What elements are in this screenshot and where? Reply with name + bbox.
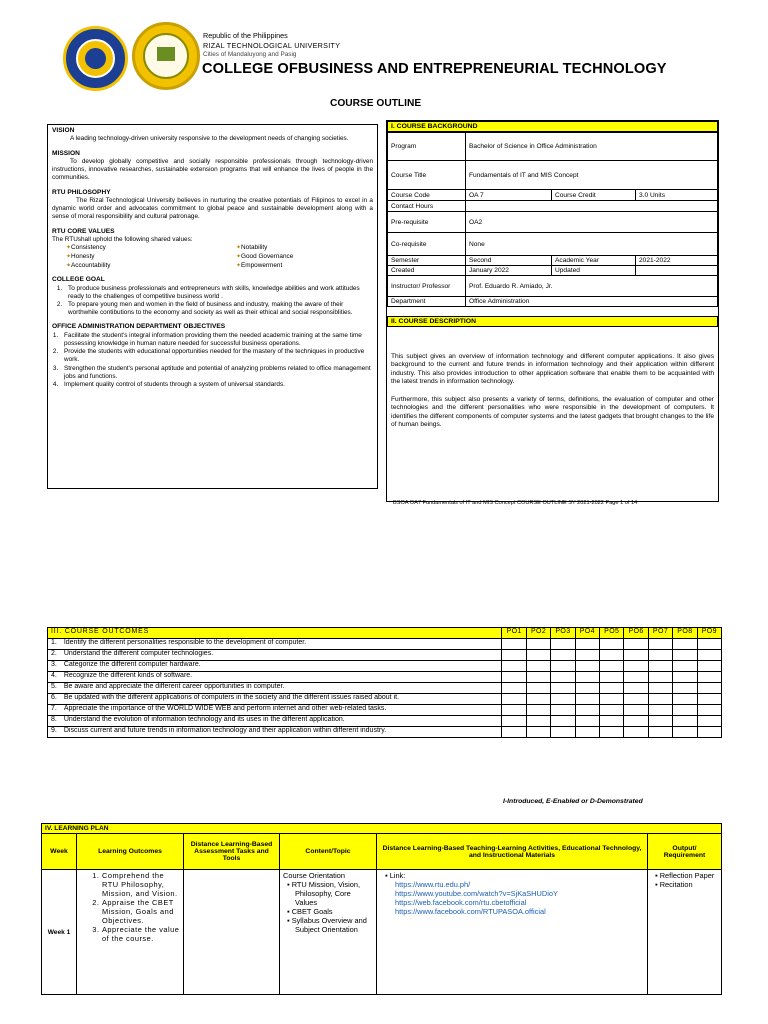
label: Academic Year xyxy=(552,256,636,266)
po-cell xyxy=(502,661,526,672)
po-cell xyxy=(600,672,624,683)
po-cell xyxy=(600,705,624,716)
outcome-row xyxy=(48,716,722,727)
po-cell xyxy=(697,694,721,705)
po-cell xyxy=(502,694,526,705)
po-cell xyxy=(648,661,672,672)
vision-text: A leading technology-driven university responsive to the development needs of changing societies. xyxy=(70,135,349,143)
list-item: 1. To produce business professionals and entrepreneurs with skills, knowledge abilities and work attitudes ready to the challenges of competitive business world . xyxy=(64,285,373,301)
po-cell xyxy=(526,672,550,683)
value: None xyxy=(466,233,718,256)
course-background-heading: I. COURSE BACKGROUND xyxy=(387,121,718,132)
outcome-number: 8. xyxy=(48,716,61,727)
resource-link[interactable]: https://www.rtu.edu.ph/ xyxy=(395,880,471,889)
po-cell xyxy=(575,661,599,672)
label: Course Code xyxy=(388,190,466,201)
po-cell xyxy=(600,639,624,650)
po-cell xyxy=(600,650,624,661)
po-cell xyxy=(502,650,526,661)
value: 2021-2022 xyxy=(636,256,718,266)
po-cell xyxy=(551,705,575,716)
po-cell xyxy=(551,661,575,672)
column-header: Output/ Requirement xyxy=(648,834,722,870)
course-outcomes-heading: III. COURSE OUTCOMES xyxy=(48,628,502,639)
po-cell xyxy=(624,705,648,716)
core-value: ✦ Honesty xyxy=(66,253,236,262)
po-cell xyxy=(624,727,648,738)
po-cell xyxy=(551,727,575,738)
po-cell xyxy=(697,683,721,694)
po-cell xyxy=(502,705,526,716)
list-item: ▪ RTU Mission, Vision, Philosophy, Core Values xyxy=(287,880,361,907)
po-cell xyxy=(575,716,599,727)
outcome-text: Recognize the different kinds of software. xyxy=(61,672,502,683)
po-cell xyxy=(551,683,575,694)
outcome-row xyxy=(48,727,722,738)
resource-link[interactable]: https://www.facebook.com/RTUPASOA.official xyxy=(395,907,546,916)
list-item: 3. Appreciate the value of the course. xyxy=(102,925,180,943)
outcome-number: 9. xyxy=(48,727,61,738)
po-cell xyxy=(624,716,648,727)
po-cell xyxy=(624,672,648,683)
po-cell xyxy=(624,650,648,661)
po-cell xyxy=(624,694,648,705)
value: Second xyxy=(466,256,552,266)
po-cell xyxy=(575,694,599,705)
po-cell xyxy=(575,639,599,650)
outcome-number: 6. xyxy=(48,694,61,705)
link-label: ▪ Link: xyxy=(385,871,406,880)
list-item: ▪ Syllabus Overview and Subject Orientation xyxy=(287,916,367,934)
week-cell: Week 1 xyxy=(42,870,77,995)
po-cell xyxy=(575,727,599,738)
po-cell xyxy=(600,716,624,727)
outcome-row xyxy=(48,650,722,661)
cbet-seal-logo xyxy=(132,22,200,90)
label: Instructor/ Professor xyxy=(388,276,466,297)
po-cell xyxy=(551,639,575,650)
mission-text: To develop globally competitive and socially responsible professionals through technology-driven instructions, innovative researches, sustainable extension programs that will enhance the lives of people in the communities. xyxy=(52,158,373,182)
po-cell xyxy=(673,650,697,661)
value: Prof. Eduardo R. Amiado, Jr. xyxy=(466,276,718,297)
po-cell xyxy=(600,661,624,672)
label: Contact Hours xyxy=(388,201,466,212)
outcome-row xyxy=(48,694,722,705)
outcome-number: 7. xyxy=(48,705,61,716)
outcome-text: Categorize the different computer hardware. xyxy=(61,661,502,672)
po-header: PO3 xyxy=(551,628,575,639)
column-header: Learning Outcomes xyxy=(77,834,184,870)
po-cell xyxy=(600,727,624,738)
core-values-heading: RTU CORE VALUES xyxy=(52,227,115,235)
outcome-row xyxy=(48,639,722,650)
page-footer-note: BSOA OA7 Fundamentals of IT and MIS Concept COURSE OUTLINE SY 2021-2022 Page 1 of 14 xyxy=(393,500,638,506)
po-cell xyxy=(673,672,697,683)
po-cell xyxy=(526,705,550,716)
outcome-row xyxy=(48,705,722,716)
po-cell xyxy=(648,672,672,683)
output-cell xyxy=(648,870,722,995)
outcome-text: Identify the different personalities responsible to the development of computer. xyxy=(61,639,502,650)
label: Updated xyxy=(552,266,636,276)
po-cell xyxy=(575,705,599,716)
list-item: 4. Implement quality control of students through a system of universal standards. xyxy=(60,381,373,389)
po-cell xyxy=(526,727,550,738)
value: January 2022 xyxy=(466,266,552,276)
course-outcomes-table xyxy=(47,627,722,738)
po-cell xyxy=(697,661,721,672)
po-cell xyxy=(648,683,672,694)
label: Course Title xyxy=(388,161,466,190)
po-cell xyxy=(526,683,550,694)
label: Semester xyxy=(388,256,466,266)
page-title: COURSE OUTLINE xyxy=(330,98,422,109)
resource-link[interactable]: https://web.facebook.com/rtu.cbetofficial xyxy=(395,898,527,907)
po-cell xyxy=(526,639,550,650)
course-background-table xyxy=(387,132,718,307)
po-cell xyxy=(648,694,672,705)
po-cell xyxy=(575,672,599,683)
label: Program xyxy=(388,133,466,161)
course-description-heading: II. COURSE DESCRIPTION xyxy=(387,316,718,327)
po-header: PO1 xyxy=(502,628,526,639)
po-cell xyxy=(600,683,624,694)
po-header: PO2 xyxy=(526,628,550,639)
po-header: PO7 xyxy=(648,628,672,639)
dept-objectives-heading: OFFICE ADMINISTRATION DEPARTMENT OBJECTIVES xyxy=(52,323,226,331)
outcome-text: Appreciate the importance of the WORLD WIDE WEB and perform internet and other web-related tasks. xyxy=(61,705,502,716)
label: Pre-requisite xyxy=(388,212,466,233)
learning-plan-table xyxy=(41,823,722,995)
core-value: ✦ Good Governance xyxy=(236,253,376,262)
po-cell xyxy=(648,705,672,716)
core-values-intro: The RTUshall uphold the following shared values: xyxy=(52,236,193,244)
po-cell xyxy=(575,683,599,694)
column-header: Content/Topic xyxy=(280,834,377,870)
cities-line: Cities of Mandaluyong and Pasig xyxy=(203,51,297,58)
list-item: 2. Provide the students with educational opportunities needed for the mastery of the techniques in productive work. xyxy=(60,348,373,364)
value: OA 7 xyxy=(466,190,552,201)
philosophy-heading: RTU PHILOSOPHY xyxy=(52,188,111,196)
column-header: Distance Learning-Based Teaching-Learning Activities, Educational Technology, and Instructional Materials xyxy=(377,834,648,870)
po-cell xyxy=(575,650,599,661)
po-cell xyxy=(526,694,550,705)
po-cell xyxy=(600,694,624,705)
po-cell xyxy=(648,727,672,738)
outcome-row xyxy=(48,672,722,683)
label: Course Credit xyxy=(552,190,636,201)
rtu-seal-logo xyxy=(63,26,128,91)
outcome-text: Be updated with the different applications of computers in the society and the different issues raised about it. xyxy=(61,694,502,705)
label: Co-requisite xyxy=(388,233,466,256)
po-cell xyxy=(551,672,575,683)
value: Fundamentals of IT and MIS Concept xyxy=(466,161,718,190)
po-header: PO4 xyxy=(575,628,599,639)
core-value: ✦ Empowerment xyxy=(236,262,376,271)
outcomes-legend: I-Introduced, E-Enabled or D-Demonstrated xyxy=(503,798,643,805)
description-paragraph: This subject gives an overview of information technology and different computer applications. It also gives background to the current and future trends in information technology and their application within different industry. This also provides introduction to other application software that enable them to be acquainted with the latest trends in information technology. xyxy=(391,353,714,386)
value: Office Administration xyxy=(466,297,718,307)
po-cell xyxy=(648,650,672,661)
po-cell xyxy=(624,639,648,650)
course-background-box xyxy=(386,120,719,502)
column-header: Week xyxy=(42,834,77,870)
core-values-list xyxy=(52,244,373,270)
po-cell xyxy=(697,716,721,727)
outcome-row xyxy=(48,661,722,672)
outcome-number: 3. xyxy=(48,661,61,672)
college-goal-heading: COLLEGE GOAL xyxy=(52,276,105,284)
outcome-row xyxy=(48,683,722,694)
po-cell xyxy=(502,672,526,683)
university-name: RIZAL TECHNOLOGICAL UNIVERSITY xyxy=(203,41,341,50)
po-cell xyxy=(673,705,697,716)
outcome-number: 5. xyxy=(48,683,61,694)
po-header: PO6 xyxy=(624,628,648,639)
college-goal-list xyxy=(52,285,373,318)
po-cell xyxy=(673,694,697,705)
value: Bachelor of Science in Office Administration xyxy=(466,133,718,161)
dept-objectives-list xyxy=(52,332,373,389)
po-cell xyxy=(648,639,672,650)
learning-plan-heading: IV. LEARNING PLAN xyxy=(42,824,722,834)
outcome-number: 1. xyxy=(48,639,61,650)
college-name: COLLEGE OFBUSINESS AND ENTREPRENEURIAL TECHNOLOGY xyxy=(202,61,667,77)
course-description xyxy=(387,353,718,430)
list-item: ▪ Recitation xyxy=(655,880,693,889)
outcome-text: Be aware and appreciate the different career opportunities in computer. xyxy=(61,683,502,694)
po-cell xyxy=(697,672,721,683)
po-cell xyxy=(551,650,575,661)
activities-cell xyxy=(377,870,648,995)
list-item: 2. To prepare young men and women in the field of business and industry, making the aware of their worthwhile contibutions to the economy and society as well as their ethical and social responsiblities. xyxy=(64,301,373,317)
list-item: 1. Facilitate the student's integral information providing them the needed academic training at the same time possessing knowledge in human nature needed for successful business operations. xyxy=(60,332,373,348)
resource-link[interactable]: https://www.youtube.com/watch?v=SjKaSHUDioY xyxy=(395,889,558,898)
po-cell xyxy=(673,639,697,650)
assessment-cell xyxy=(184,870,280,995)
outcome-number: 4. xyxy=(48,672,61,683)
learning-outcomes-cell xyxy=(77,870,184,995)
po-cell xyxy=(624,683,648,694)
po-cell xyxy=(502,639,526,650)
po-cell xyxy=(551,716,575,727)
list-item: 2. Appraise the CBET Mission, Goals and Objectives. xyxy=(102,898,180,925)
core-value: ✦ Notability xyxy=(236,244,376,253)
po-cell xyxy=(526,716,550,727)
po-cell xyxy=(648,716,672,727)
value: OA2 xyxy=(466,212,718,233)
po-cell xyxy=(673,683,697,694)
institution-info-box xyxy=(47,124,378,489)
po-cell xyxy=(526,650,550,661)
po-cell xyxy=(697,639,721,650)
republic-line: Republic of the Philippines xyxy=(203,31,288,40)
outcome-number: 2. xyxy=(48,650,61,661)
outcome-text: Understand the different computer technologies. xyxy=(61,650,502,661)
po-cell xyxy=(502,716,526,727)
po-cell xyxy=(673,716,697,727)
po-cell xyxy=(673,661,697,672)
list-item: ▪ Reflection Paper xyxy=(655,871,715,880)
po-header: PO8 xyxy=(673,628,697,639)
core-value: ✦ Consistency xyxy=(66,244,236,253)
po-header: PO5 xyxy=(600,628,624,639)
po-cell xyxy=(502,727,526,738)
po-cell xyxy=(526,661,550,672)
po-cell xyxy=(697,705,721,716)
po-cell xyxy=(502,683,526,694)
po-cell xyxy=(697,727,721,738)
content-title: Course Orientation xyxy=(283,871,346,880)
po-cell xyxy=(624,661,648,672)
vision-heading: VISION xyxy=(52,127,75,134)
outcome-text: Discuss current and future trends in information technology and their application within different industry. xyxy=(61,727,502,738)
column-header: Distance Learning-Based Assessment Tasks and Tools xyxy=(184,834,280,870)
po-cell xyxy=(551,694,575,705)
list-item: 3. Strengthen the student's personal aptitude and potential of analyzing problems related to office management jobs and functions. xyxy=(60,365,373,381)
value: 3.0 Units xyxy=(636,190,718,201)
po-header: PO9 xyxy=(697,628,721,639)
po-cell xyxy=(697,650,721,661)
label: Department xyxy=(388,297,466,307)
label: Created xyxy=(388,266,466,276)
mission-heading: MISSION xyxy=(52,149,80,157)
po-cell xyxy=(673,727,697,738)
list-item: 1. Comprehend the RTU Philosophy, Mission, and Vision. xyxy=(102,871,180,898)
core-value: ✦ Accountability xyxy=(66,262,236,271)
content-cell xyxy=(280,870,377,995)
list-item: ▪ CBET Goals xyxy=(287,907,333,916)
philosophy-text: The Rizal Technological University believes in nurturing the creative potentials of Filipinos to excel in a dynamic world order and advocates commitment to global peace and sustainable development along with a sense of moral responsibility and cultural patronage. xyxy=(52,197,373,221)
description-paragraph: Furthermore, this subject also presents a variety of terms, definitions, the evaluation of computer and other technologies and the different personalities who were responsible in the development of computers. It identifies the different components of computer systems and the latest gadgets that brought changes to the life of human beings. xyxy=(391,395,714,429)
outcome-text: Understand the evolution of information technology and its uses in the different application. xyxy=(61,716,502,727)
